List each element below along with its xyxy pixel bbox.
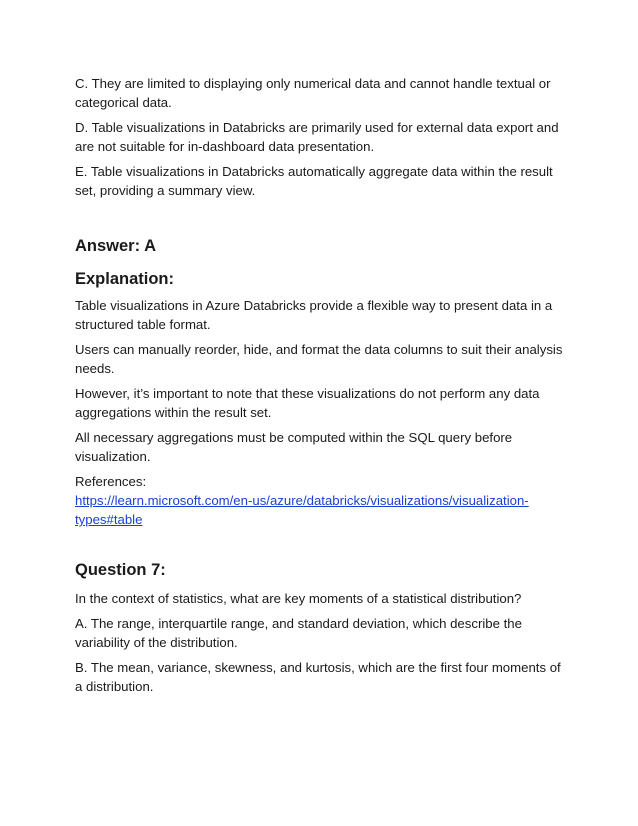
question-7-prompt: In the context of statistics, what are key moments of a statistical distribution? [75,591,522,606]
answer-heading: Answer: A [75,237,156,255]
spacer [75,529,567,559]
option-e-text: E. Table visualizations in Databricks automatically aggregate data within the result set, providing a summary view. [75,164,553,198]
question-7-heading: Question 7: [75,561,166,579]
explanation-paragraph-2: Users can manually reorder, hide, and format the data columns to suit their analysis needs. [75,342,563,376]
option-d-text: D. Table visualizations in Databricks are primarily used for external data export and are not suitable for in-dashboard data presentation. [75,120,559,154]
reference-link[interactable]: https://learn.microsoft.com/en-us/azure/databricks/visualizations/visualization-types#table [75,493,529,527]
question-7-option-b: B. The mean, variance, skewness, and kurtosis, which are the first four moments of a distribution. [75,660,561,694]
explanation-paragraph-3: However, it’s important to note that these visualizations do not perform any data aggregations within the result set. [75,386,540,420]
references-block [75,472,567,529]
explanation-paragraph-4: All necessary aggregations must be computed within the SQL query before visualization. [75,430,513,464]
explanation-heading: Explanation: [75,270,175,288]
option-c-text: C. They are limited to displaying only numerical data and cannot handle textual or categorical data. [75,76,551,110]
explanation-paragraph-1: Table visualizations in Azure Databricks provide a flexible way to present data in a structured table format. [75,298,553,332]
references-label: References: [75,474,147,489]
spacer [75,206,567,235]
document-page [75,74,567,702]
question-7-option-a: A. The range, interquartile range, and standard deviation, which describe the variability of the distribution. [75,616,522,650]
